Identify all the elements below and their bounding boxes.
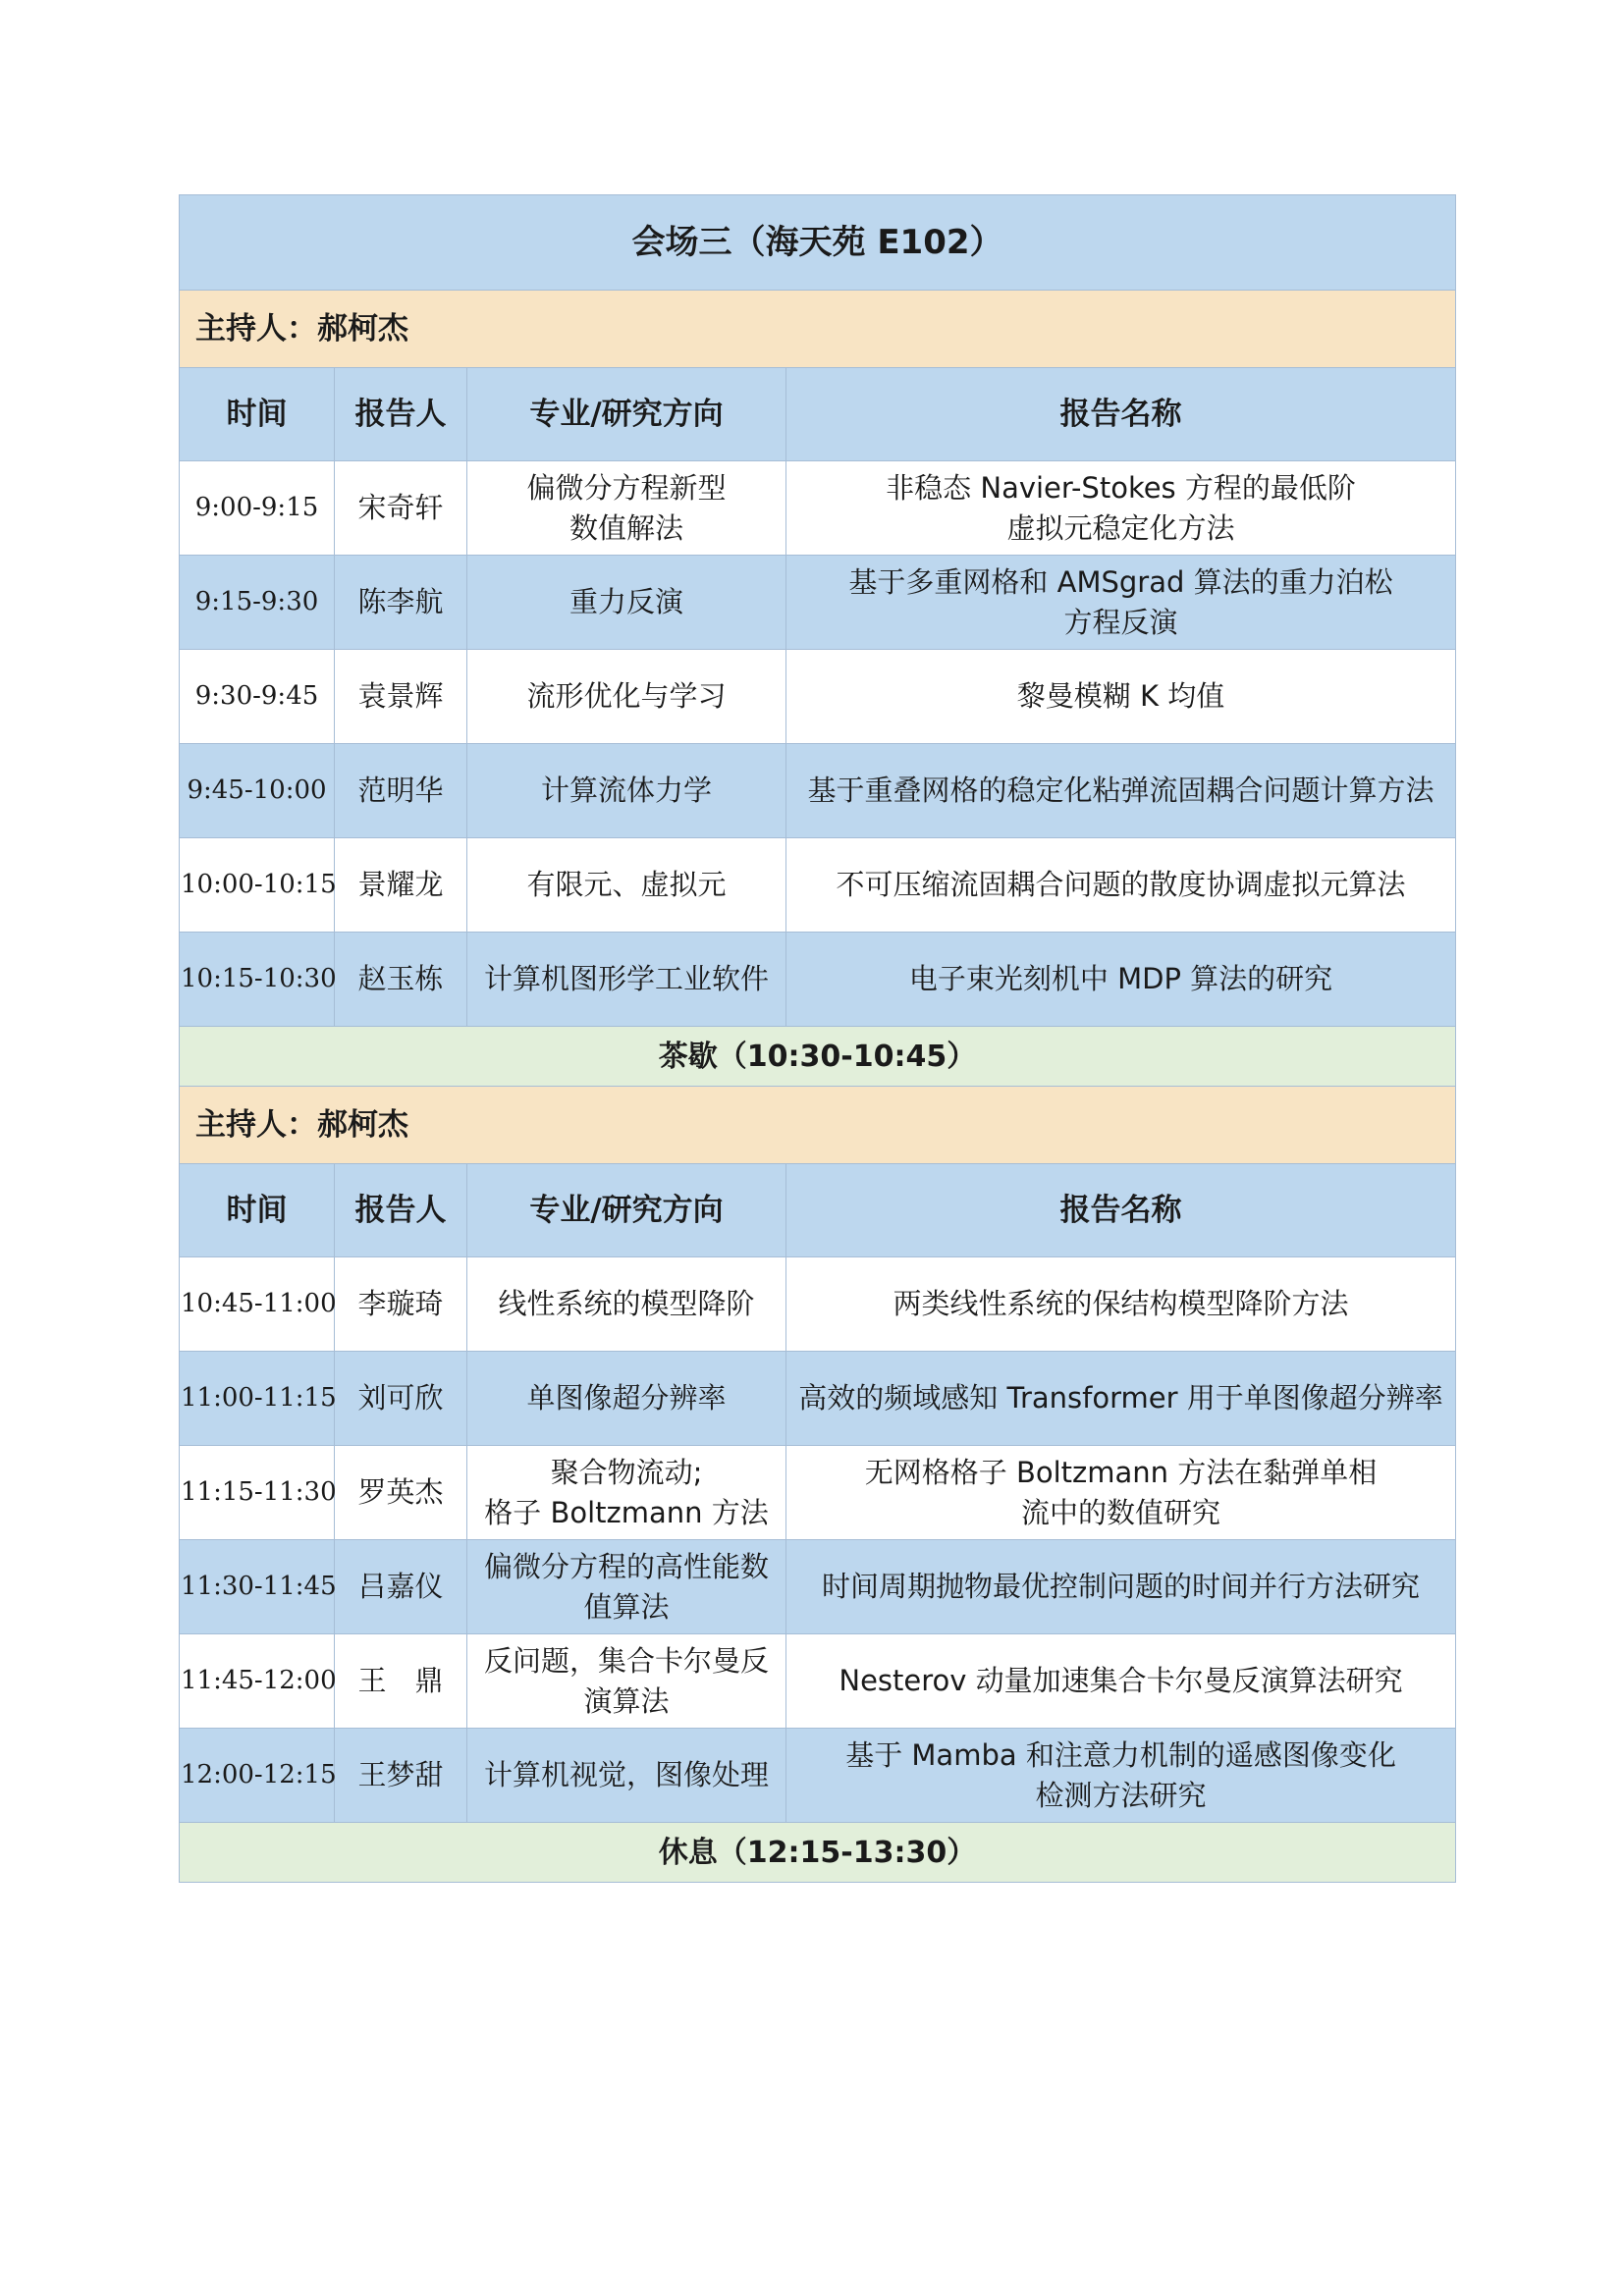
time-cell: 11:00-11:15 — [180, 1352, 335, 1446]
table-row — [180, 1352, 1456, 1446]
header-report: 报告名称 — [786, 368, 1456, 461]
time-cell: 10:45-11:00 — [180, 1257, 335, 1352]
report-cell-line: 基于 Mamba 和注意力机制的遥感图像变化 — [845, 1737, 1396, 1772]
rest-break-row-label: 休息（12:15-13:30） — [180, 1823, 1456, 1883]
report-cell — [786, 838, 1456, 933]
field-cell-line: 值算法 — [583, 1589, 670, 1624]
field-cell-line: 聚合物流动; — [550, 1455, 703, 1489]
report-cell-line: 基于多重网格和 AMSgrad 算法的重力泊松 — [848, 564, 1393, 599]
report-cell — [786, 461, 1456, 556]
speaker-cell: 王梦甜 — [335, 1729, 467, 1823]
report-cell — [786, 1446, 1456, 1540]
field-cell-line: 计算机视觉，图像处理 — [483, 1758, 769, 1791]
field-cell-line: 单图像超分辨率 — [526, 1381, 727, 1415]
report-cell-line: 虚拟元稳定化方法 — [1006, 510, 1235, 545]
report-cell — [786, 1352, 1456, 1446]
venue-title: 会场三（海天苑 E102） — [180, 195, 1456, 291]
header-speaker: 报告人 — [335, 368, 467, 461]
field-cell — [467, 650, 786, 744]
field-cell — [467, 461, 786, 556]
field-cell-line: 计算流体力学 — [540, 774, 712, 807]
time-cell: 10:15-10:30 — [180, 933, 335, 1027]
table-row — [180, 1257, 1456, 1352]
speaker-cell: 范明华 — [335, 744, 467, 838]
time-cell: 12:00-12:15 — [180, 1729, 335, 1823]
time-cell: 9:00-9:15 — [180, 461, 335, 556]
tea-break-row-label: 茶歇（10:30-10:45） — [180, 1027, 1456, 1087]
report-cell-line: 两类线性系统的保结构模型降阶方法 — [893, 1287, 1349, 1320]
table-row — [180, 461, 1456, 556]
report-cell-line: 高效的频域感知 Transformer 用于单图像超分辨率 — [798, 1381, 1443, 1415]
speaker-cell: 袁景辉 — [335, 650, 467, 744]
table-row — [180, 933, 1456, 1027]
table-row — [180, 1540, 1456, 1634]
field-cell — [467, 556, 786, 650]
report-cell-line: 黎曼模糊 K 均值 — [1016, 679, 1225, 713]
schedule-table — [179, 194, 1456, 1883]
field-cell — [467, 1729, 786, 1823]
field-cell-line: 计算机图形学工业软件 — [483, 962, 769, 995]
field-cell-line: 线性系统的模型降阶 — [498, 1287, 755, 1320]
field-cell-line: 格子 Boltzmann 方法 — [484, 1495, 769, 1529]
report-cell — [786, 1257, 1456, 1352]
field-cell-line: 偏微分方程的高性能数 — [483, 1549, 769, 1583]
report-cell — [786, 556, 1456, 650]
time-cell: 11:30-11:45 — [180, 1540, 335, 1634]
time-cell: 11:45-12:00 — [180, 1634, 335, 1729]
host-label: 主持人：郝柯杰 — [180, 1087, 1456, 1164]
report-cell-line: Nesterov 动量加速集合卡尔曼反演算法研究 — [839, 1664, 1403, 1697]
speaker-cell: 景耀龙 — [335, 838, 467, 933]
speaker-cell: 王 鼎 — [335, 1634, 467, 1729]
field-cell-line: 重力反演 — [568, 585, 683, 618]
field-cell-line: 流形优化与学习 — [526, 679, 727, 713]
speaker-cell: 吕嘉仪 — [335, 1540, 467, 1634]
header-time: 时间 — [180, 368, 335, 461]
table-row — [180, 1729, 1456, 1823]
column-header-row — [180, 1164, 1456, 1257]
report-cell-line: 流中的数值研究 — [1021, 1495, 1221, 1529]
report-cell-line: 基于重叠网格的稳定化粘弹流固耦合问题计算方法 — [807, 774, 1435, 807]
speaker-cell: 刘可欣 — [335, 1352, 467, 1446]
field-cell-line: 演算法 — [583, 1683, 670, 1718]
header-speaker: 报告人 — [335, 1164, 467, 1257]
tea-break-row — [180, 1027, 1456, 1087]
field-cell — [467, 1257, 786, 1352]
report-cell-line: 非稳态 Navier-Stokes 方程的最低阶 — [886, 470, 1356, 505]
time-cell: 10:00-10:15 — [180, 838, 335, 933]
report-cell — [786, 933, 1456, 1027]
field-cell — [467, 933, 786, 1027]
speaker-cell: 李璇琦 — [335, 1257, 467, 1352]
field-cell-line: 有限元、虚拟元 — [526, 868, 727, 901]
host-row — [180, 291, 1456, 368]
field-cell — [467, 1540, 786, 1634]
table-row — [180, 838, 1456, 933]
report-cell — [786, 1540, 1456, 1634]
table-row — [180, 744, 1456, 838]
field-cell — [467, 1634, 786, 1729]
report-cell — [786, 744, 1456, 838]
time-cell: 9:15-9:30 — [180, 556, 335, 650]
field-cell-line: 反问题，集合卡尔曼反 — [483, 1643, 769, 1678]
column-header-row — [180, 368, 1456, 461]
speaker-cell: 赵玉栋 — [335, 933, 467, 1027]
report-cell-line: 检测方法研究 — [1035, 1778, 1207, 1812]
table-row — [180, 650, 1456, 744]
header-field: 专业/研究方向 — [467, 1164, 786, 1257]
header-report: 报告名称 — [786, 1164, 1456, 1257]
speaker-cell: 宋奇轩 — [335, 461, 467, 556]
report-cell — [786, 1729, 1456, 1823]
speaker-cell: 陈李航 — [335, 556, 467, 650]
table-row — [180, 1634, 1456, 1729]
host-label: 主持人：郝柯杰 — [180, 291, 1456, 368]
table-row — [180, 1446, 1456, 1540]
speaker-cell: 罗英杰 — [335, 1446, 467, 1540]
field-cell-line: 偏微分方程新型 — [526, 470, 727, 505]
host-row — [180, 1087, 1456, 1164]
time-cell: 11:15-11:30 — [180, 1446, 335, 1540]
time-cell: 9:30-9:45 — [180, 650, 335, 744]
field-cell — [467, 838, 786, 933]
report-cell — [786, 1634, 1456, 1729]
field-cell — [467, 744, 786, 838]
table-row — [180, 556, 1456, 650]
field-cell — [467, 1446, 786, 1540]
header-time: 时间 — [180, 1164, 335, 1257]
report-cell-line: 电子束光刻机中 MDP 算法的研究 — [908, 962, 1333, 995]
report-cell — [786, 650, 1456, 744]
report-cell-line: 无网格格子 Boltzmann 方法在黏弹单相 — [864, 1455, 1378, 1489]
header-field: 专业/研究方向 — [467, 368, 786, 461]
report-cell-line: 时间周期抛物最优控制问题的时间并行方法研究 — [822, 1570, 1421, 1603]
field-cell — [467, 1352, 786, 1446]
field-cell-line: 数值解法 — [568, 510, 683, 545]
report-cell-line: 方程反演 — [1063, 605, 1178, 639]
report-cell-line: 不可压缩流固耦合问题的散度协调虚拟元算法 — [836, 868, 1406, 901]
rest-break-row — [180, 1823, 1456, 1883]
time-cell: 9:45-10:00 — [180, 744, 335, 838]
